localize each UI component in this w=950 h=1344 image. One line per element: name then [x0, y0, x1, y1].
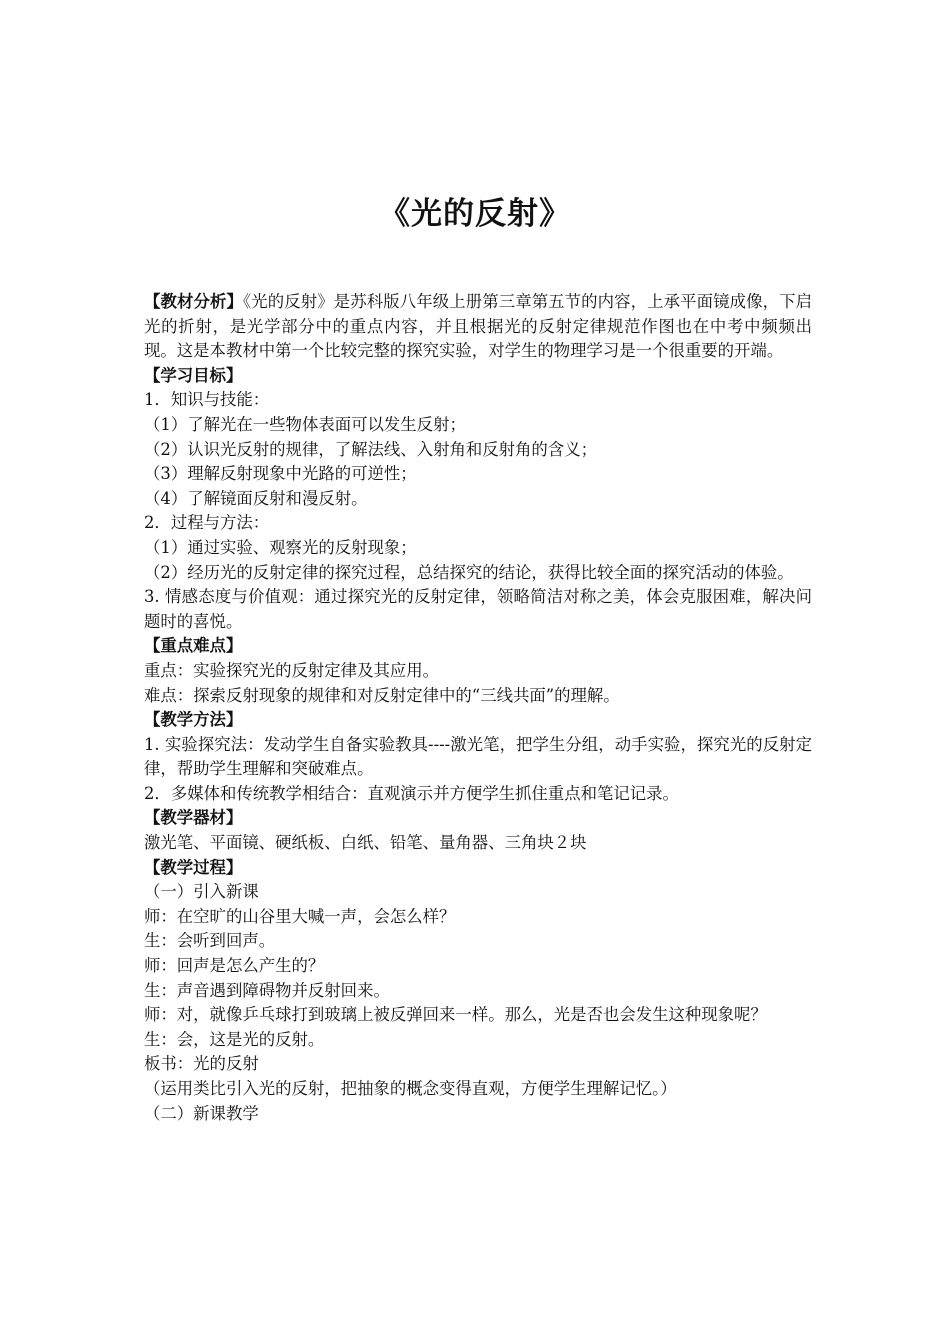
goal-line: （2）认识光反射的规律，了解法线、入射角和反射角的含义；: [144, 439, 597, 459]
process-line: 生：声音遇到障碍物并反射回来。: [144, 980, 390, 1000]
process-line: 板书：光的反射: [144, 1054, 259, 1074]
process-line: 生：会，这是光的反射。: [144, 1029, 325, 1049]
key-points-heading: 【重点难点】: [144, 636, 243, 656]
key-point-line: 重点：实验探究光的反射定律及其应用。: [144, 660, 440, 680]
analysis-text: 《光的反射》是苏科版八年级上册第三章第五节的内容，上承平面镜成像，下启光的折射，是光学部分中的重点内容，并且根据光的反射定律规范作图也在中考中频频出现。这是本教材中第一个比较完整的探究实验，对学生的物理学习是一个很重要的开端。: [144, 292, 813, 361]
goal-line: 2．过程与方法：: [144, 513, 270, 533]
process-line: 师：对，就像乒乓球打到玻璃上被反弹回来一样。那么，光是否也会发生这种现象呢？: [144, 1005, 767, 1025]
process-line: （一）引入新课: [144, 882, 259, 902]
process-line: （二）新课教学: [144, 1103, 259, 1123]
document-body: [144, 290, 812, 1126]
goals-heading: 【学习目标】: [144, 365, 243, 385]
equipment-heading: 【教学器材】: [144, 808, 243, 828]
analysis-paragraph: [144, 290, 812, 364]
analysis-heading: 【教材分析】: [144, 292, 243, 311]
key-point-line: 难点：探索反射现象的规律和对反射定律中的“三线共面”的理解。: [144, 685, 620, 705]
goal-line: （3）理解反射现象中光路的可逆性；: [144, 464, 417, 484]
process-line: 生：会听到回声。: [144, 931, 276, 951]
process-line: （运用类比引入光的反射，把抽象的概念变得直观，方便学生理解记忆。）: [144, 1079, 677, 1098]
process-line: 师：在空旷的山谷里大喊一声，会怎么样？: [144, 906, 456, 926]
process-heading: 【教学过程】: [144, 857, 243, 877]
process-line: 师：回声是怎么产生的？: [144, 956, 325, 976]
methods-heading: 【教学方法】: [144, 710, 243, 730]
equipment-line: 激光笔、平面镜、硬纸板、白纸、铅笔、量角器、三角块２块: [144, 833, 587, 853]
goal-line: （1）通过实验、观察光的反射现象；: [144, 537, 417, 557]
goal-line: （1）了解光在一些物体表面可以发生反射；: [144, 414, 466, 434]
method-line: 1. 实验探究法：发动学生自备实验教具----激光笔，把学生分组，动手实验，探究光的反射定律，帮助学生理解和突破难点。: [144, 734, 812, 779]
document-title: 《光的反射》: [379, 196, 571, 232]
goal-line: （2）经历光的反射定律的探究过程，总结探究的结论，获得比较全面的探究活动的体验。: [144, 562, 794, 582]
goal-line: 3. 情感态度与价值观：通过探究光的反射定律，领略简洁对称之美，体会克服困难，解决问题时的喜悦。: [144, 587, 812, 631]
goal-line: （4）了解镜面反射和漫反射。: [144, 488, 368, 508]
method-line: 2．多媒体和传统教学相结合：直观演示并方便学生抓住重点和笔记记录。: [144, 783, 679, 803]
goal-line: 1．知识与技能：: [144, 390, 270, 410]
